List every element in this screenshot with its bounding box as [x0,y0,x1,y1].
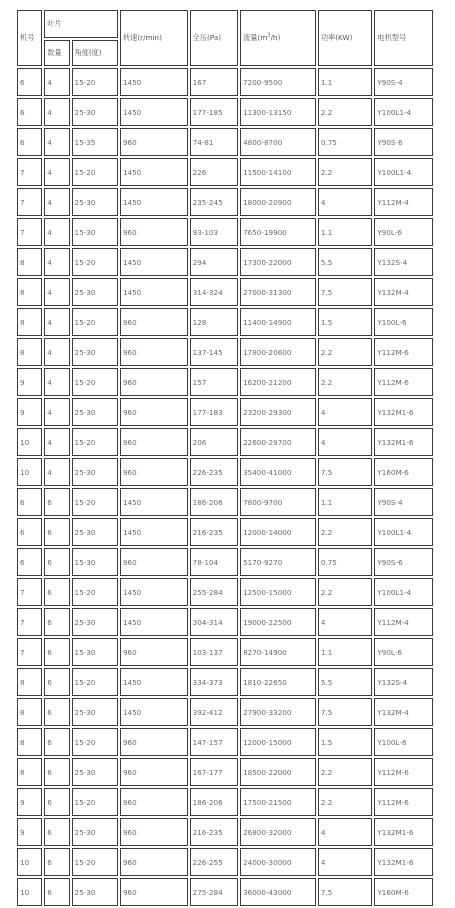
cell-motor: Y132M-4 [374,278,433,306]
cell-blade-count: 4 [44,158,69,186]
cell-speed: 1450 [120,158,188,186]
cell-motor: Y100L1-4 [374,98,433,126]
cell-speed: 1450 [120,668,188,696]
cell-pressure: 255-284 [190,578,238,606]
cell-flow: 1810-22650 [240,668,316,696]
cell-blade-angle: 15-20 [72,248,118,276]
cell-blade-count: 6 [44,488,69,516]
cell-machine-no: 6 [17,128,42,156]
cell-blade-angle: 15-20 [72,428,118,456]
cell-flow: 18500-22000 [240,758,316,786]
cell-blade-count: 4 [44,308,69,336]
cell-blade-count: 4 [44,248,69,276]
cell-blade-count: 6 [44,698,69,726]
cell-power: 1.1 [318,488,373,516]
cell-machine-no: 7 [17,188,42,216]
cell-power: 7.5 [318,278,373,306]
cell-power: 1.1 [318,68,373,96]
cell-pressure: 392-412 [190,698,238,726]
table-row [17,698,433,726]
table-row [17,758,433,786]
cell-flow: 8270-14900 [240,638,316,666]
cell-power: 4 [318,398,373,426]
cell-machine-no: 7 [17,218,42,246]
cell-blade-count: 6 [44,728,69,756]
table-row [17,668,433,696]
cell-machine-no: 10 [17,878,42,906]
cell-flow: 16200-21200 [240,368,316,396]
cell-motor: Y160M-6 [374,878,433,906]
cell-flow: 22600-29700 [240,428,316,456]
table-row [17,68,433,96]
cell-pressure: 216-235 [190,818,238,846]
cell-motor: Y100L-6 [374,308,433,336]
cell-blade-angle: 25-30 [72,878,118,906]
cell-blade-count: 6 [44,518,69,546]
cell-power: 0.75 [318,548,373,576]
cell-motor: Y132M1-6 [374,818,433,846]
cell-flow: 19000-22500 [240,608,316,636]
cell-machine-no: 9 [17,368,42,396]
cell-motor: Y90S-4 [374,488,433,516]
cell-blade-count: 4 [44,428,69,456]
cell-flow: 27000-31300 [240,278,316,306]
cell-blade-count: 6 [44,638,69,666]
cell-blade-count: 6 [44,878,69,906]
cell-pressure: 177-183 [190,398,238,426]
cell-blade-angle: 25-30 [72,278,118,306]
cell-flow: 12000-15000 [240,728,316,756]
cell-blade-count: 4 [44,278,69,306]
cell-pressure: 147-157 [190,728,238,756]
cell-motor: Y160M-6 [374,458,433,486]
cell-blade-angle: 15-30 [72,548,118,576]
header-machine-no: 机号 [17,10,42,66]
cell-pressure: 78-104 [190,548,238,576]
cell-blade-angle: 15-20 [72,848,118,876]
cell-motor: Y90S-4 [374,68,433,96]
cell-blade-count: 6 [44,788,69,816]
cell-blade-angle: 25-30 [72,758,118,786]
cell-pressure: 294 [190,248,238,276]
cell-speed: 960 [120,368,188,396]
cell-speed: 960 [120,878,188,906]
table-row [17,368,433,396]
cell-flow: 7800-9700 [240,488,316,516]
cell-power: 2.2 [318,368,373,396]
table-row [17,308,433,336]
cell-motor: Y100L-6 [374,728,433,756]
cell-blade-angle: 25-30 [72,188,118,216]
cell-flow: 36000-43000 [240,878,316,906]
cell-blade-angle: 15-20 [72,578,118,606]
cell-blade-count: 4 [44,128,69,156]
table-row [17,158,433,186]
cell-motor: Y132M1-6 [374,398,433,426]
cell-pressure: 167 [190,68,238,96]
cell-flow: 5170-9270 [240,548,316,576]
cell-pressure: 128 [190,308,238,336]
cell-machine-no: 6 [17,488,42,516]
cell-machine-no: 9 [17,398,42,426]
cell-blade-count: 6 [44,608,69,636]
cell-blade-angle: 15-20 [72,728,118,756]
cell-machine-no: 9 [17,788,42,816]
cell-flow: 18000-20900 [240,188,316,216]
cell-blade-angle: 25-30 [72,338,118,366]
header-motor: 电机型号 [374,10,433,66]
cell-pressure: 186-206 [190,788,238,816]
cell-blade-angle: 25-30 [72,698,118,726]
cell-speed: 960 [120,338,188,366]
cell-speed: 960 [120,458,188,486]
cell-machine-no: 10 [17,848,42,876]
cell-flow: 27900-33200 [240,698,316,726]
cell-pressure: 226 [190,158,238,186]
cell-blade-count: 6 [44,848,69,876]
cell-speed: 1450 [120,608,188,636]
cell-pressure: 216-235 [190,518,238,546]
header-blade-angle: 角度(度) [72,40,118,66]
cell-machine-no: 10 [17,458,42,486]
table-row [17,128,433,156]
table-row [17,848,433,876]
table-row [17,428,433,456]
cell-blade-count: 4 [44,338,69,366]
cell-speed: 960 [120,818,188,846]
cell-blade-angle: 15-20 [72,668,118,696]
cell-speed: 960 [120,758,188,786]
cell-flow: 11400-14900 [240,308,316,336]
cell-blade-count: 6 [44,668,69,696]
cell-blade-angle: 15-20 [72,158,118,186]
cell-blade-angle: 25-30 [72,818,118,846]
cell-flow: 35400-41000 [240,458,316,486]
cell-motor: Y132M1-6 [374,848,433,876]
cell-motor: Y112M-4 [374,608,433,636]
cell-pressure: 235-245 [190,188,238,216]
cell-machine-no: 6 [17,518,42,546]
cell-blade-count: 4 [44,458,69,486]
cell-power: 1.1 [318,638,373,666]
cell-flow: 26800-32000 [240,818,316,846]
cell-pressure: 157 [190,368,238,396]
cell-machine-no: 8 [17,338,42,366]
header-flow-suffix: /h) [270,33,281,42]
cell-pressure: 137-145 [190,338,238,366]
cell-flow: 23200-29300 [240,398,316,426]
table-row [17,638,433,666]
cell-flow: 11300-13150 [240,98,316,126]
cell-blade-count: 4 [44,368,69,396]
header-flow-sup: 3 [267,32,271,39]
cell-flow: 7650-19900 [240,218,316,246]
header-speed: 转速(r/min) [120,10,188,66]
cell-blade-angle: 15-35 [72,128,118,156]
cell-machine-no: 8 [17,728,42,756]
cell-pressure: 74-81 [190,128,238,156]
table-row [17,578,433,606]
cell-power: 4 [318,188,373,216]
cell-pressure: 226-255 [190,848,238,876]
cell-machine-no: 6 [17,68,42,96]
cell-power: 1.5 [318,308,373,336]
cell-blade-count: 4 [44,188,69,216]
cell-machine-no: 6 [17,98,42,126]
cell-pressure: 186-206 [190,488,238,516]
table-row [17,548,433,576]
cell-speed: 1450 [120,578,188,606]
cell-machine-no: 8 [17,698,42,726]
cell-machine-no: 7 [17,578,42,606]
cell-power: 1.5 [318,728,373,756]
table-row [17,218,433,246]
cell-machine-no: 7 [17,638,42,666]
table-row [17,878,433,906]
cell-speed: 960 [120,308,188,336]
header-blade-count: 数量 [44,40,69,66]
cell-flow: 12500-15000 [240,578,316,606]
cell-machine-no: 7 [17,608,42,636]
cell-flow: 12000-14000 [240,518,316,546]
cell-machine-no: 10 [17,428,42,456]
cell-motor: Y100L1-4 [374,518,433,546]
table-row [17,608,433,636]
cell-blade-angle: 25-30 [72,398,118,426]
cell-power: 1.1 [318,218,373,246]
table-row [17,458,433,486]
cell-machine-no: 8 [17,278,42,306]
cell-power: 2.2 [318,788,373,816]
cell-power: 5.5 [318,248,373,276]
cell-pressure: 103-137 [190,638,238,666]
cell-speed: 960 [120,128,188,156]
cell-blade-count: 6 [44,578,69,606]
cell-motor: Y112M-6 [374,338,433,366]
cell-machine-no: 6 [17,548,42,576]
table-row [17,188,433,216]
cell-pressure: 226-235 [190,458,238,486]
cell-machine-no: 8 [17,308,42,336]
table-row [17,398,433,426]
cell-motor: Y100L1-4 [374,578,433,606]
cell-flow: 24000-30000 [240,848,316,876]
cell-blade-count: 4 [44,68,69,96]
cell-power: 4 [318,608,373,636]
cell-blade-angle: 25-30 [72,608,118,636]
cell-speed: 960 [120,728,188,756]
cell-power: 2.2 [318,518,373,546]
fan-spec-table [15,8,435,908]
cell-speed: 1450 [120,278,188,306]
cell-motor: Y112M-6 [374,368,433,396]
cell-blade-angle: 15-20 [72,308,118,336]
cell-speed: 1450 [120,698,188,726]
cell-machine-no: 7 [17,158,42,186]
cell-machine-no: 9 [17,818,42,846]
header-flow [240,10,316,66]
cell-power: 2.2 [318,158,373,186]
cell-power: 2.2 [318,338,373,366]
cell-blade-angle: 15-20 [72,368,118,396]
cell-power: 2.2 [318,578,373,606]
table-row [17,518,433,546]
cell-pressure: 177-185 [190,98,238,126]
cell-pressure: 314-324 [190,278,238,306]
cell-blade-angle: 15-30 [72,218,118,246]
header-flow-prefix: 流量(m [243,33,268,42]
cell-motor: Y132S-4 [374,668,433,696]
cell-blade-count: 6 [44,818,69,846]
cell-flow: 11500-14100 [240,158,316,186]
cell-blade-count: 4 [44,218,69,246]
cell-blade-angle: 15-20 [72,488,118,516]
cell-blade-angle: 15-20 [72,68,118,96]
table-row [17,248,433,276]
table-row [17,818,433,846]
cell-blade-count: 6 [44,548,69,576]
cell-flow: 17300-22000 [240,248,316,276]
cell-motor: Y112M-6 [374,788,433,816]
cell-speed: 1450 [120,188,188,216]
cell-blade-count: 4 [44,98,69,126]
cell-motor: Y90L-6 [374,218,433,246]
cell-speed: 960 [120,848,188,876]
cell-speed: 1450 [120,98,188,126]
cell-blade-angle: 15-20 [72,788,118,816]
cell-speed: 960 [120,548,188,576]
cell-machine-no: 8 [17,668,42,696]
table-row [17,278,433,306]
cell-blade-angle: 25-30 [72,458,118,486]
cell-speed: 960 [120,218,188,246]
cell-pressure: 206 [190,428,238,456]
cell-speed: 1450 [120,248,188,276]
cell-blade-angle: 15-30 [72,638,118,666]
cell-blade-count: 6 [44,758,69,786]
cell-motor: Y132S-4 [374,248,433,276]
cell-blade-angle: 25-30 [72,518,118,546]
table-row [17,98,433,126]
cell-blade-count: 4 [44,398,69,426]
cell-speed: 960 [120,788,188,816]
cell-machine-no: 8 [17,248,42,276]
table-row [17,488,433,516]
cell-power: 5.5 [318,668,373,696]
cell-speed: 1450 [120,488,188,516]
cell-flow: 17500-21500 [240,788,316,816]
cell-power: 4 [318,848,373,876]
header-pressure: 全压(Pa) [190,10,238,66]
cell-pressure: 167-177 [190,758,238,786]
cell-blade-angle: 25-30 [72,98,118,126]
cell-power: 0.75 [318,128,373,156]
cell-motor: Y90L-6 [374,638,433,666]
cell-power: 7.5 [318,878,373,906]
cell-motor: Y90S-6 [374,548,433,576]
cell-speed: 960 [120,638,188,666]
cell-pressure: 334-373 [190,668,238,696]
cell-flow: 17800-20600 [240,338,316,366]
cell-power: 4 [318,428,373,456]
cell-power: 7.5 [318,458,373,486]
cell-motor: Y132M-4 [374,698,433,726]
cell-speed: 960 [120,428,188,456]
cell-pressure: 275-284 [190,878,238,906]
cell-speed: 1450 [120,518,188,546]
cell-flow: 4800-8700 [240,128,316,156]
cell-motor: Y112M-6 [374,758,433,786]
cell-machine-no: 8 [17,758,42,786]
cell-pressure: 304-314 [190,608,238,636]
header-power: 功率(KW) [318,10,373,66]
header-row [17,10,433,38]
cell-motor: Y132M1-6 [374,428,433,456]
cell-speed: 1450 [120,68,188,96]
cell-power: 7.5 [318,698,373,726]
cell-motor: Y90S-6 [374,128,433,156]
cell-motor: Y112M-4 [374,188,433,216]
cell-power: 2.2 [318,98,373,126]
cell-motor: Y100L1-4 [374,158,433,186]
cell-pressure: 93-103 [190,218,238,246]
cell-power: 2.2 [318,758,373,786]
table-row [17,788,433,816]
cell-power: 4 [318,818,373,846]
header-blade: 叶片 [44,10,118,38]
cell-flow: 7200-9500 [240,68,316,96]
cell-speed: 960 [120,398,188,426]
table-row [17,728,433,756]
table-row [17,338,433,366]
